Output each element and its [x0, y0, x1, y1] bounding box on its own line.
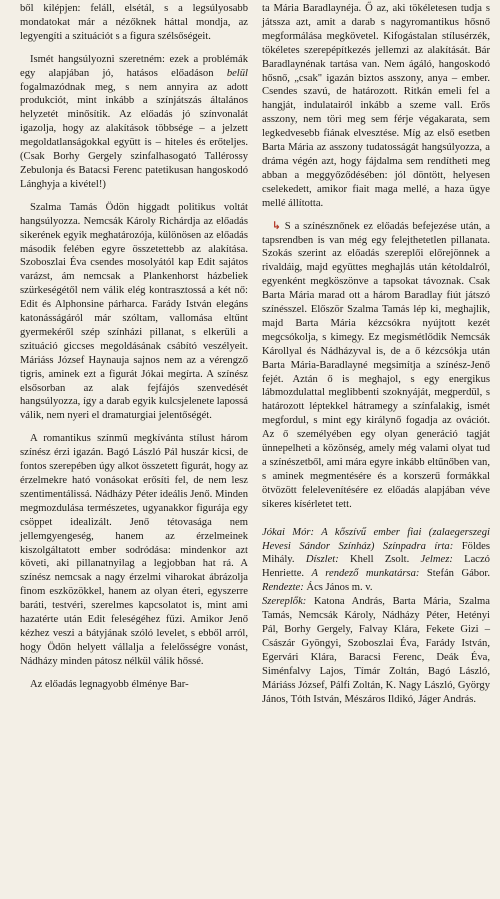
- paragraph: A romantikus színmű megkívánta stílust három színész érzi igazán. Bagó László Pál huszár kicsi, de fontos szerepében úgy alkot összetett figurát, hogy az érzelmekre ható vonásokat erősíti fel, de nem lesz szentimentálissá. Nádházy Péter ideális Jenő. Minden megmozdulása természetes, ugyanakkor figurája egy csöppet idealizált. Jenő tétovasága nem jellemgyengeség, hanem az érzelmeinek kiszolgáltatott ember sodródása: mindenkor azt követi, aki pillanatnyilag a legjobban hat rá. A színész nemcsak a nagy érzelmi viharokat ábrázolja finom eszközökkel, hanem az olyan éteri, egyszerre baráti, testvéri, szerelmes kapcsolatot is, mint ami hazatérte után Edit feleségéhez fűzi. Amikor Jenő kézhez veszi a bátyjának szóló levelet, s ebből arról, hogy Ödön helyett vállalja a felelősségre vonást, Nádházy minden pátosz nélkül válik hőssé.: [20, 433, 248, 667]
- production-title: Jókai Mór: A kőszívű ember fiai (zalaegerszegi Hevesi Sándor Színház): [262, 526, 490, 552]
- credits-cast: Szereplők: Katona András, Barta Mária, Szalma Tamás, Nemcsák Károly, Nádházy Péter, Hetényi Pál, Borhy Gergely, Falvay Klára, Fekete Gizi – Császár Gyöngyi, Szoboszlai Éva, Farády István, Egervári Klára, Baracsi Ferenc, Deák Éva, Siménfalvy Lajos, Tímár Zoltán, Bagó László, Máriáss József, Pálfi Zoltán, K. Nagy László, György János, Tóth István, Mészáros Ildikó, Jáger András.: [262, 596, 490, 705]
- credits-staff: Jókai Mór: A kőszívű ember fiai (zalaegerszegi Hevesi Sándor Színház) Színpadra írta: Földes Mihály. Díszlet: Khell Zsolt. Jelmez: Laczó Henriette. A rendező munkatársa: Stefán Gábor. Rendezte: Ács János m. v.: [262, 526, 491, 594]
- left-column: [20, 2, 248, 899]
- paragraph: Ismét hangsúlyozni szeretném: ezek a problémák egy alapjában jó, hatásos előadáson belül fogalmazódnak meg, s nem annyira az adott produkciót, mint inkább a színjátszás általános helyzetét minősítik. Az előadás jó színvonalát igazolja, hogy az alakítások többsége – a jelzett megoldatlanságokkal együtt is – hiteles és erőteljes. (Csak Borhy Gergely szinfalhasogató Tallérossy Zebulonja és Batacsi Ferenc patetikusan hangoskodó Lánghyja a kivétel!): [20, 53, 248, 190]
- paragraph: Szalma Tamás Ödön higgadt politikus voltát hangsúlyozza. Nemcsák Károly Richárdja az előadás sikerének egyik meghatározója, különösen az előadás második felében egyre összetettebb az alakítása. Szoboszlai Éva csendes mosolyától kap Edit sajátos varázst, ám nemcsak a Plankenhorst házbeliek szürkeségétől nem válik elég kontrasztossá a két nő: Edit és Alphonsine párharca. Farády István elegáns katonásságáról már szóltam, vallomása eltűnt gyermekéről szép színházi pillanat, s elkerüli a szituáció giccses megoldásának csábító veszélyeit. Máriáss József Haynauja sajnos nem az a vérengző tigris, aminek ezt a figurát Jókai megírta. A színész elsősorban az alak fejfájós szenvedését hangsúlyozza, így a darab egyik kulcsjelenete lapossá válik, nem nyeri el dramaturgiai jelentőségét.: [20, 201, 248, 422]
- paragraph: ↳ S a színésznőnek ez előadás befejezése után, a tapsrendben is van még egy felejthetetlen pillanata. Szokás szerint az előadás szereplői előrejönnek a rivaldáig, majd együttes meghajlás után kétoldalról, egyenként megköszönve a tapsokat távoznak. Csak Barta Mária marad ott a három Baradlay fiút játszó színésszel. Először Szalma Tamás lép ki, meghajlik, majd Barta Mária kézcsókra nyújtott kezét megcsókolja, s kimegy. Ez megismétlődik Nemcsák Károllyal és Nádházyval is, de a ő kézcsókja után Barta Mária-Baradlayné megsimítja a színész-Jenő fejét. Aztán ő is meghajol, s egy energikus lábmozdulattal meglibbenti szoknyáját, megperdül, s határozott léptekkel hátramegy a színfalakig, ismét megfordul, s mint egy királynő fogadja az ovációt. Az ő személyében egy olyan generáció tagját ünnepelheti a közönség, amely még valami olyat tud a színészetből, ami mára egyre inkább eltűnőben van, s aminek megmentésére és a korszerű formákkal ötvözött felelevenítésére ez előadás alapjában véve sikeres kísérletet tett.: [262, 219, 490, 510]
- production-credits: [262, 526, 490, 707]
- paragraph: ta Mária Baradlaynéja. Ő az, aki tökéletesen tudja s játssza azt, amit a darab s nagyromantikus hősnő megformálása megkövetel. Kifogástalan stílusérzék, tökéletes szerepépítkezés jellemzi az alakítását. Bár Baradlaynénak tartása van. Nem ágáló, hangoskodó hősnő, „csak" igazán biztos asszony, anya – ember. Csendes szavú, de határozott. Ritkán emeli fel a hangját, indulatairól inkább a szeme vall. Erős asszony, nem töri meg sem férje végakarata, sem legkedvesebb fiának elvesztése. Míg az első esetben Barta Mária az asszony tudatosságát hangsúlyozza, a dráma végén azt, hogy fájdalma sem rendítheti meg abban a meggyőződésében: jól döntött, helyesen cselekedett, amikor fiait maga mellé, a haza ügye mellé állította.: [262, 3, 490, 209]
- paragraph: Az előadás legnagyobb élménye Bar-: [30, 678, 189, 690]
- paragraph: ből kilépjen: feláll, elsétál, s a legsúlyosabb mondatokat már a nézőknek háttal mondja, az legyengíti a szituációt s a figura szélsőségeit.: [20, 3, 248, 42]
- handwritten-mark-icon: ↳: [272, 219, 281, 232]
- right-column: [262, 2, 490, 899]
